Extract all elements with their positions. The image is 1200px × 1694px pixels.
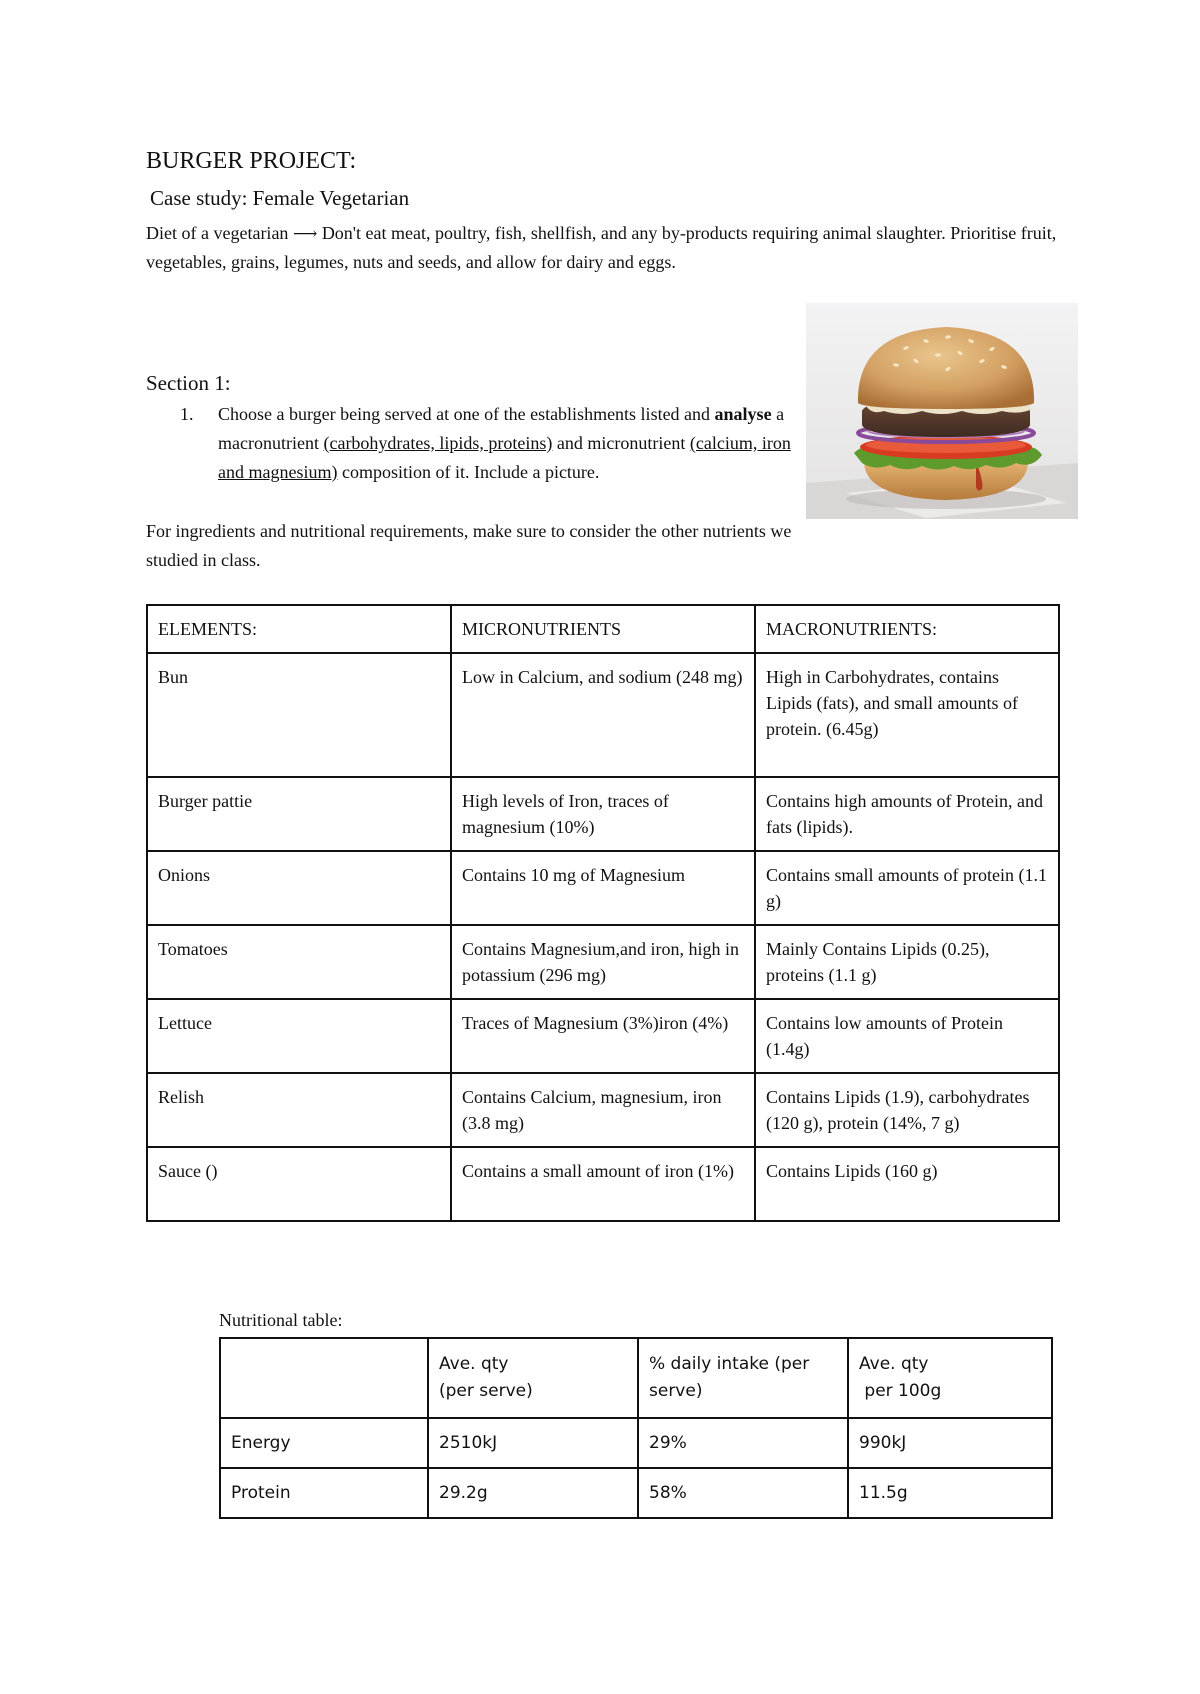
header-cell: MACRONUTRIENTS: [755, 605, 1059, 653]
header-cell: MICRONUTRIENTS [451, 605, 755, 653]
section-1-heading: Section 1: [146, 371, 231, 395]
macronutrient-cell: Contains small amounts of protein (1.1 g) [755, 851, 1059, 925]
element-cell: Relish [147, 1073, 451, 1147]
nutrition-table-label: Nutritional table: [219, 1310, 343, 1330]
header-cell: ELEMENTS: [147, 605, 451, 653]
macronutrient-list: (carbohydrates, lipids, proteins) [323, 433, 553, 453]
task-text [218, 400, 798, 487]
table-row [147, 653, 1059, 777]
micronutrient-cell: Contains a small amount of iron (1%) [451, 1147, 755, 1221]
element-cell: Bun [147, 653, 451, 777]
element-cell: Sauce () [147, 1147, 451, 1221]
element-cell: Onions [147, 851, 451, 925]
macronutrient-cell: Contains Lipids (1.9), carbohydrates (120 g), protein (14%, 7 g) [755, 1073, 1059, 1147]
value-cell: 11.5g [848, 1468, 1052, 1518]
micronutrient-cell: High levels of Iron, traces of magnesium (10%) [451, 777, 755, 851]
diet-description [146, 219, 1066, 277]
task-text-part: a macronutrient [218, 404, 785, 453]
macronutrient-cell: Contains Lipids (160 g) [755, 1147, 1059, 1221]
table-row [147, 851, 1059, 925]
header-cell: Ave. qty per 100g [848, 1338, 1052, 1418]
macronutrient-cell: Contains low amounts of Protein (1.4g) [755, 999, 1059, 1073]
value-cell: 29.2g [428, 1468, 638, 1518]
table-row [147, 1073, 1059, 1147]
case-study-line: Case study: Female Vegetarian [150, 186, 410, 210]
table-header-row [220, 1338, 1052, 1418]
arrow-icon: ⟶ [292, 224, 318, 243]
instruction-note: For ingredients and nutritional requirements, make sure to consider the other nutrients we studied in class. [146, 521, 792, 570]
element-cell: Tomatoes [147, 925, 451, 999]
header-cell: Ave. qty (per serve) [428, 1338, 638, 1418]
nutrition-table [219, 1337, 1053, 1519]
macronutrient-cell: High in Carbohydrates, contains Lipids (fats), and small amounts of protein. (6.45g) [755, 653, 1059, 777]
table-row [147, 999, 1059, 1073]
table-header-row [147, 605, 1059, 653]
micronutrient-cell: Traces of Magnesium (3%)iron (4%) [451, 999, 755, 1073]
value-cell: 29% [638, 1418, 848, 1468]
task-list-item [180, 400, 810, 487]
value-cell: 990kJ [848, 1418, 1052, 1468]
diet-lead: Diet of a vegetarian [146, 223, 293, 243]
task-text-part: and micronutrient [552, 433, 690, 453]
task-text-part: Choose a burger being served at one of the establishments listed and [218, 404, 715, 424]
table-row [147, 1147, 1059, 1221]
element-cell: Burger pattie [147, 777, 451, 851]
macronutrient-cell: Contains high amounts of Protein, and fats (lipids). [755, 777, 1059, 851]
table-row [220, 1418, 1052, 1468]
micronutrient-cell: Contains 10 mg of Magnesium [451, 851, 755, 925]
table-row [147, 925, 1059, 999]
micronutrient-cell: Contains Magnesium,and iron, high in potassium (296 mg) [451, 925, 755, 999]
task-text-part: composition of it. Include a picture. [337, 462, 600, 482]
table-row [220, 1468, 1052, 1518]
macronutrient-cell: Mainly Contains Lipids (0.25), proteins (1.1 g) [755, 925, 1059, 999]
burger-photo [806, 303, 1078, 519]
page-title: BURGER PROJECT: [146, 148, 357, 174]
nutrient-name-cell: Protein [220, 1468, 428, 1518]
list-number: 1. [180, 404, 194, 424]
nutrient-name-cell: Energy [220, 1418, 428, 1468]
task-keyword-analyse: analyse [714, 404, 772, 424]
element-cell: Lettuce [147, 999, 451, 1073]
value-cell: 58% [638, 1468, 848, 1518]
header-cell [220, 1338, 428, 1418]
value-cell: 2510kJ [428, 1418, 638, 1468]
micronutrient-list: (calcium, iron and magnesium) [218, 433, 791, 482]
diet-text: Don't eat meat, poultry, fish, shellfish, and any by-products requiring animal slaughter. Prioritise fruit, vegetables, grains, legumes, nuts and seeds, and allow for dairy and eggs. [146, 223, 1057, 272]
header-cell: % daily intake (per serve) [638, 1338, 848, 1418]
elements-table [146, 604, 1060, 1222]
micronutrient-cell: Low in Calcium, and sodium (248 mg) [451, 653, 755, 777]
table-row [147, 777, 1059, 851]
micronutrient-cell: Contains Calcium, magnesium, iron (3.8 mg) [451, 1073, 755, 1147]
